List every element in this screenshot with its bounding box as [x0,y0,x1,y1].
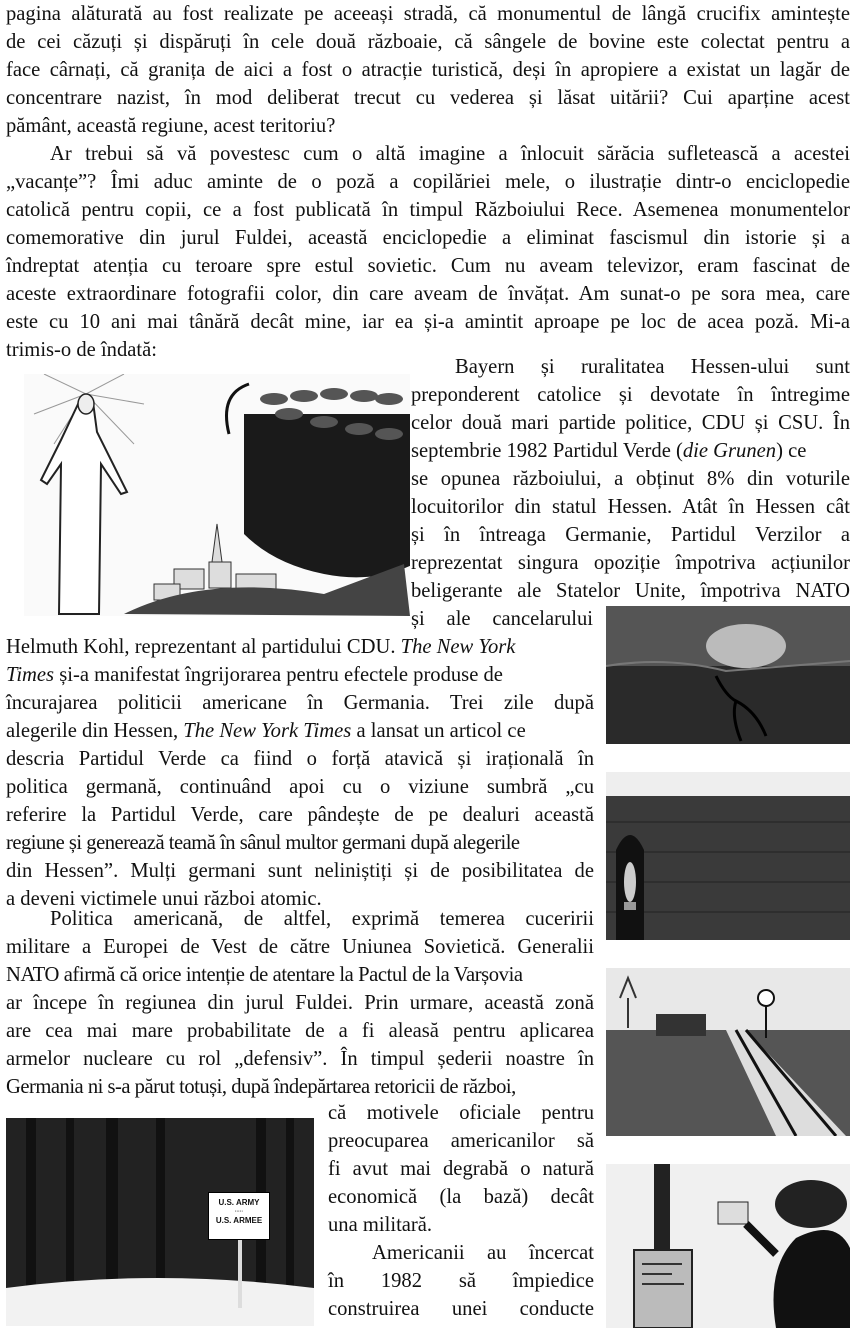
text-line: încurajarea politicii americane în Germania. Trei zile după [6,692,594,714]
text-line: este cu 10 ani mai tânără decât mine, iar ea și-a amintit aproape pe loc de acea poză. Mi-a [6,311,850,333]
text-line: aceste extraordinare fotografii color, din care aveam de învățat. Am sunat-o pe sora mea, care [6,283,850,305]
text-line: se opunea războiului, a obținut 8% din voturile [411,468,850,490]
text-line: concentrare nazist, în mod deliberat trecut cu vederea și lăsat uitării? Cui aparține acest [6,87,850,109]
text-line: beligerante ale Statelor Unite, împotriva NATO [411,580,850,602]
text-line: comemorative din jurul Fuldei, această enciclopedie a eliminat fascismul din istorie și a [6,227,850,249]
text-line: și în întreaga Germanie, Partidul Verzilor a [411,524,850,546]
text-line: descria Partidul Verde ca fiind o forță atavică și irațională în [6,748,594,770]
text-line: fi avut mai degrabă o natură [328,1158,594,1180]
man-with-postcard-photo [606,1164,850,1328]
text-line: a deveni victimele unui război atomic. [6,888,322,910]
us-army-sign [208,1192,270,1240]
text-line: locuitorilor din statul Hessen. Atât în Hessen cât [411,496,850,518]
text-line: „vacanțe”? Îmi aduc aminte de o poză a copilăriei mele, o ilustrație dintr-o enciclopedie [6,171,850,193]
sign-small-print: ····· [234,1209,244,1215]
text-line: regiune și generează teamă în sânul multor germani după alegerile [6,832,520,854]
text-line: în 1982 să împiedice [328,1270,594,1292]
photo-drawing [606,772,850,940]
text-span: ) ce [776,440,807,462]
us-army-sign-forest-photo [6,1118,314,1326]
text-line: Politica americană, de altfel, exprimă temerea cuceririi [50,908,594,930]
text-line-group [6,661,594,689]
text-line: celor două mari partide politice, CDU și CSU. În [411,412,850,434]
text-line-group [411,437,850,465]
sign-line-2: U.S. ARMEE [215,1216,263,1225]
text-line: trimis-o de îndată: [6,339,157,361]
text-line: armelor nucleare cu rol „defensiv”. În timpul șederii noastre în [6,1048,594,1070]
text-line: Germania ni s-a părut totuși, după îndepărtarea retoricii de război, [6,1076,516,1098]
text-line: reprezentat singura opoziție împotriva acțiunilor [411,552,850,574]
photo-drawing [606,1164,850,1328]
text-line: construirea unei conducte [328,1298,594,1320]
text-line: preponderent catolice și devotate în întregime [411,384,850,406]
text-line: din Hessen”. Mulți germani sunt neliniștiți și de posibilitatea de [6,860,594,882]
text-line: și ale cancelarului [411,608,593,630]
text-line: NATO afirmă că orice intenție de atentare la Pactul de la Varșovia [6,964,523,986]
text-span: și-a manifestat îngrijorarea pentru efectele produse de [54,664,503,686]
text-span: septembrie 1982 Partidul Verde ( [411,440,683,462]
italic-text: die Grunen [682,440,777,462]
text-line-group [6,717,594,745]
text-line: Ar trebui să vă povestesc cum o altă imagine a înlocuit sărăcia sufletească a acestei [50,143,850,165]
text-line: preocuparea americanilor să [328,1130,594,1152]
photo-drawing [606,968,850,1136]
text-line-group [6,633,594,661]
text-span: a lansat un articol ce [351,720,526,742]
text-line: politica germană, continuând apoi cu o viziune sumbră „cu [6,776,594,798]
text-line: militare a Europei de Vest de către Uniunea Sovietică. Generalii [6,936,594,958]
italic-text: Times [6,664,55,686]
text-line: că motivele oficiale pentru [328,1102,594,1124]
wall-shrine-statue-photo [606,772,850,940]
text-span: Helmuth Kohl, reprezentant al partidului CDU. [6,636,401,658]
italic-text: The New York [400,636,516,658]
text-line: Americanii au încercat [372,1242,594,1264]
madonna-vs-soldiers-illustration [24,374,410,616]
text-line: referire la Partidul Verde, care pândește de pe dealuri această [6,804,594,826]
text-line: de cei căzuți și dispăruți în cele două războaie, că sângele de bovine este colectat pentru a [6,31,850,53]
text-line: Bayern și ruralitatea Hessen-ului sunt [455,356,850,378]
photo-drawing [606,606,850,744]
text-line: pagina alăturată au fost realizate pe aceeași stradă, că monumentul de lângă crucifix amintește [6,3,850,25]
sign-line-1: U.S. ARMY [218,1198,260,1207]
text-line: economică (la bază) decât [328,1186,594,1208]
railway-winter-photo [606,968,850,1136]
text-line: face cârnați, că granița de aici a fost o atracție turistică, deși în apropiere a existat un lagăr de [6,59,850,81]
text-line: catolică pentru copii, ce a fost publicată în timpul Războiului Rece. Asemenea monumentelor [6,199,850,221]
text-line: ar începe în regiunea din jurul Fuldei. Prin urmare, această zonă [6,992,594,1014]
text-line: una militară. [328,1214,433,1236]
illustration-drawing [24,374,410,616]
text-span: alegerile din Hessen, [6,720,184,742]
text-line: are cea mai mare probabilitate de a fi aleasă pentru aplicarea [6,1020,594,1042]
blood-on-ground-photo [606,606,850,744]
text-line: pământ, această regiune, acest teritoriu? [6,115,336,137]
italic-text: The New York Times [183,720,352,742]
text-line: îndreptat atenția cu teroare spre estul sovietic. Cum nu aveam televizor, eram fascinat de [6,255,850,277]
